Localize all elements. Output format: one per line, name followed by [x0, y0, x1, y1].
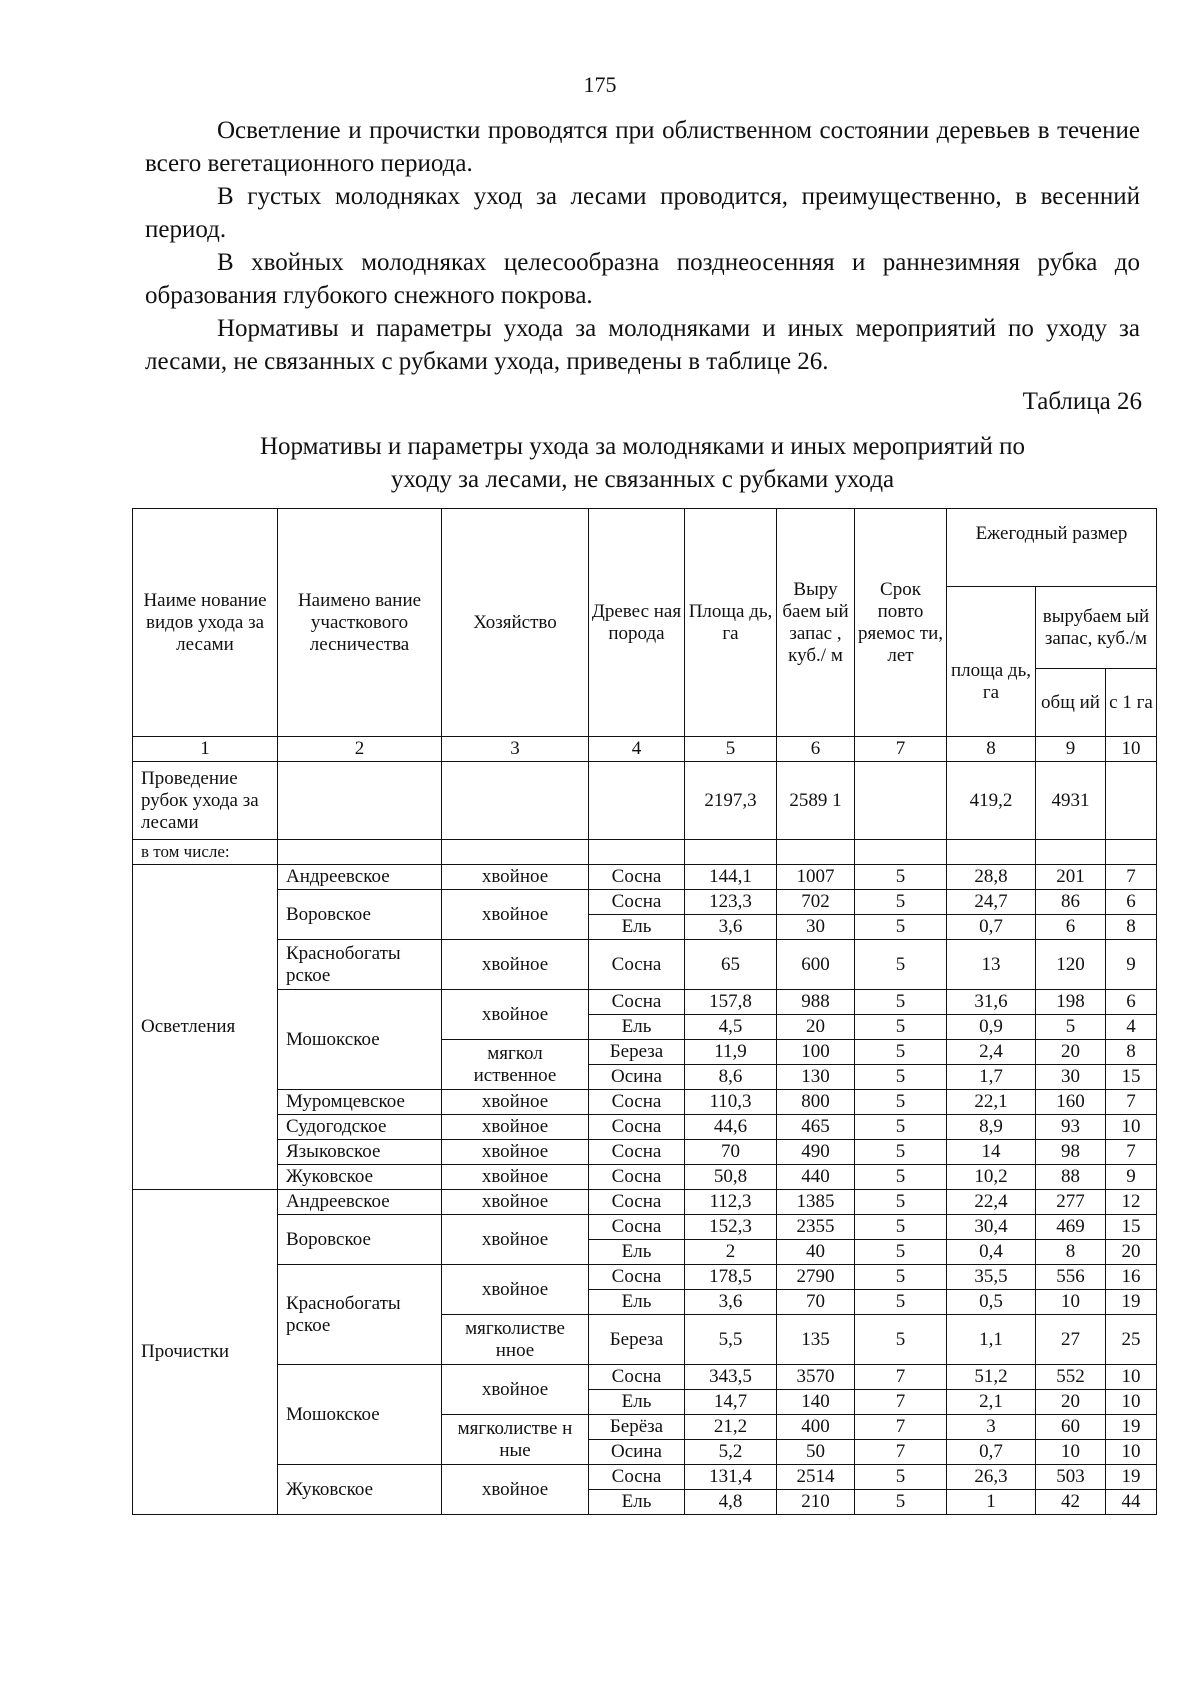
- header-cell: Срок повто ряемос ти, лет: [855, 509, 947, 737]
- cell: 10: [1106, 1365, 1157, 1390]
- header-cell: Наимено вание участкового лесничества: [278, 509, 442, 737]
- cell: 13: [947, 940, 1036, 990]
- column-number: 8: [947, 737, 1036, 762]
- farm-type: хвойное: [442, 940, 589, 990]
- care-type: Осветления: [133, 865, 278, 1190]
- cell: 0,7: [947, 1440, 1036, 1465]
- cell: 5: [855, 1065, 947, 1090]
- cell: 93: [1036, 1115, 1106, 1140]
- cell: 70: [777, 1290, 855, 1315]
- cell: 552: [1036, 1365, 1106, 1390]
- cell: 152,3: [685, 1215, 777, 1240]
- cell: 400: [777, 1415, 855, 1440]
- species: Сосна: [589, 1140, 685, 1165]
- species: Сосна: [589, 890, 685, 915]
- cell: 16: [1106, 1265, 1157, 1290]
- species: Ель: [589, 1240, 685, 1265]
- cell: 100: [777, 1040, 855, 1065]
- species: Сосна: [589, 1090, 685, 1115]
- cell: 2514: [777, 1465, 855, 1490]
- cell: 160: [1036, 1090, 1106, 1115]
- cell: 22,1: [947, 1090, 1036, 1115]
- farm-type: хвойное: [442, 865, 589, 890]
- cell: 24,7: [947, 890, 1036, 915]
- body-text: [145, 114, 1140, 378]
- header-cell: с 1 га: [1106, 669, 1157, 737]
- forestry-name: Жуковское: [278, 1465, 442, 1515]
- farm-type: мягколистве н ные: [442, 1415, 589, 1465]
- cell: 1007: [777, 865, 855, 890]
- cell: 988: [777, 990, 855, 1015]
- farm-type: хвойное: [442, 1115, 589, 1140]
- cell: 3,6: [685, 1290, 777, 1315]
- cell: 1: [947, 1490, 1036, 1515]
- cell: 27: [1036, 1315, 1106, 1365]
- cell: 7: [1106, 1140, 1157, 1165]
- cell: 8: [1106, 1040, 1157, 1065]
- cell: 98: [1036, 1140, 1106, 1165]
- cell: 110,3: [685, 1090, 777, 1115]
- cell: 5: [855, 1165, 947, 1190]
- species: Сосна: [589, 1265, 685, 1290]
- cell: 20: [777, 1015, 855, 1040]
- page-number: 175: [583, 72, 617, 97]
- cell: 8,9: [947, 1115, 1036, 1140]
- cell: 5: [855, 1265, 947, 1290]
- header-cell: Хозяйство: [442, 509, 589, 737]
- cell: 10: [1036, 1440, 1106, 1465]
- cell: 30: [1036, 1065, 1106, 1090]
- cell: 2355: [777, 1215, 855, 1240]
- paragraph: Осветление и прочистки проводятся при облиственном состоянии деревьев в течение всего вегетационного периода.: [145, 117, 1140, 177]
- cell: [278, 840, 442, 865]
- cell: 0,9: [947, 1015, 1036, 1040]
- header-cell: Ежегодный размер: [947, 509, 1157, 587]
- farm-type: мягкол иственное: [442, 1040, 589, 1090]
- cell: 6: [1036, 915, 1106, 940]
- cell: 5: [855, 1040, 947, 1065]
- species: Осина: [589, 1065, 685, 1090]
- cell: 28,8: [947, 865, 1036, 890]
- cell: 5: [855, 1090, 947, 1115]
- cell: [855, 840, 947, 865]
- cell: 20: [1036, 1040, 1106, 1065]
- table-title-line: Нормативы и параметры ухода за молодняками и иных мероприятий по: [259, 433, 1025, 460]
- cell: 40: [777, 1240, 855, 1265]
- cell: 5: [855, 865, 947, 890]
- cell: 15: [1106, 1215, 1157, 1240]
- table-title-line: уходу за лесами, не связанных с рубками ухода: [390, 466, 895, 493]
- cell: 7: [1106, 865, 1157, 890]
- cell: 469: [1036, 1215, 1106, 1240]
- cell: 6: [1106, 890, 1157, 915]
- species: Сосна: [589, 1165, 685, 1190]
- cell: 0,5: [947, 1290, 1036, 1315]
- column-number: 5: [685, 737, 777, 762]
- cell: 2,1: [947, 1390, 1036, 1415]
- cell: 10: [1106, 1440, 1157, 1465]
- cell: 131,4: [685, 1465, 777, 1490]
- total-label: Проведение рубок ухода за лесами: [133, 762, 278, 840]
- column-number: 2: [278, 737, 442, 762]
- including-label: в том числе:: [133, 840, 278, 865]
- farm-type: хвойное: [442, 1215, 589, 1265]
- cell: 20: [1036, 1390, 1106, 1415]
- cell: 5,2: [685, 1440, 777, 1465]
- cell: 7: [855, 1390, 947, 1415]
- header-cell: площа дь, га: [947, 587, 1036, 737]
- cell: 10: [1106, 1390, 1157, 1415]
- forestry-name: Воровское: [278, 890, 442, 940]
- forestry-name: Андреевское: [278, 865, 442, 890]
- species: Сосна: [589, 1115, 685, 1140]
- forestry-name: Андреевское: [278, 1190, 442, 1215]
- species: Ель: [589, 1015, 685, 1040]
- cell: 5: [855, 1140, 947, 1165]
- farm-type: хвойное: [442, 1140, 589, 1165]
- cell: 19: [1106, 1415, 1157, 1440]
- species: Ель: [589, 1490, 685, 1515]
- species: Сосна: [589, 1190, 685, 1215]
- cell: [1106, 762, 1157, 840]
- forestry-name: Судогодское: [278, 1115, 442, 1140]
- cell: 5: [855, 1190, 947, 1215]
- cell: 2790: [777, 1265, 855, 1290]
- cell: 31,6: [947, 990, 1036, 1015]
- forestry-name: Муромцевское: [278, 1090, 442, 1115]
- farm-type: хвойное: [442, 1165, 589, 1190]
- species: Ель: [589, 1390, 685, 1415]
- cell: 19: [1106, 1465, 1157, 1490]
- forestry-name: Воровское: [278, 1215, 442, 1265]
- cell: 4931: [1036, 762, 1106, 840]
- species: Береза: [589, 1040, 685, 1065]
- cell: 1385: [777, 1190, 855, 1215]
- cell: 1,7: [947, 1065, 1036, 1090]
- cell: 2: [685, 1240, 777, 1265]
- cell: 30,4: [947, 1215, 1036, 1240]
- cell: 5: [855, 990, 947, 1015]
- farm-type: хвойное: [442, 1090, 589, 1115]
- cell: 201: [1036, 865, 1106, 890]
- cell: 50: [777, 1440, 855, 1465]
- cell: 8: [1106, 915, 1157, 940]
- header-cell: Древес ная порода: [589, 509, 685, 737]
- norms-table: [132, 508, 1157, 1515]
- care-type: Прочистки: [133, 1190, 278, 1515]
- cell: 2589 1: [777, 762, 855, 840]
- column-number: 1: [133, 737, 278, 762]
- cell: 10: [1106, 1115, 1157, 1140]
- cell: 12: [1106, 1190, 1157, 1215]
- header-cell: общ ий: [1036, 669, 1106, 737]
- cell: 26,3: [947, 1465, 1036, 1490]
- cell: 440: [777, 1165, 855, 1190]
- cell: 0,7: [947, 915, 1036, 940]
- cell: 465: [777, 1115, 855, 1140]
- cell: 5: [855, 1240, 947, 1265]
- header-cell: Площа дь, га: [685, 509, 777, 737]
- species: Сосна: [589, 1365, 685, 1390]
- cell: 7: [855, 1440, 947, 1465]
- cell: 800: [777, 1090, 855, 1115]
- cell: [855, 762, 947, 840]
- cell: 44: [1106, 1490, 1157, 1515]
- cell: 5,5: [685, 1315, 777, 1365]
- species: Берёза: [589, 1415, 685, 1440]
- cell: 5: [855, 1290, 947, 1315]
- forestry-name: Жуковское: [278, 1165, 442, 1190]
- cell: 5: [855, 940, 947, 990]
- cell: 65: [685, 940, 777, 990]
- cell: 86: [1036, 890, 1106, 915]
- cell: 20: [1106, 1240, 1157, 1265]
- cell: 2197,3: [685, 762, 777, 840]
- paragraph: В густых молодняках уход за лесами проводится, преимущественно, в весенний период.: [145, 183, 1140, 243]
- cell: 140: [777, 1390, 855, 1415]
- cell: [1106, 840, 1157, 865]
- forestry-name: Краснобогаты рское: [278, 1265, 442, 1365]
- cell: [1036, 840, 1106, 865]
- cell: 21,2: [685, 1415, 777, 1440]
- cell: 3570: [777, 1365, 855, 1390]
- cell: 123,3: [685, 890, 777, 915]
- species: Ель: [589, 1290, 685, 1315]
- header-cell: Наиме нование видов ухода за лесами: [133, 509, 278, 737]
- farm-type: хвойное: [442, 890, 589, 940]
- forestry-name: Краснобогаты рское: [278, 940, 442, 990]
- cell: 11,9: [685, 1040, 777, 1065]
- cell: 5: [855, 1315, 947, 1365]
- column-number: 9: [1036, 737, 1106, 762]
- cell: 556: [1036, 1265, 1106, 1290]
- cell: 490: [777, 1140, 855, 1165]
- cell: 9: [1106, 940, 1157, 990]
- header-cell: вырубаем ый запас, куб./м: [1036, 587, 1157, 669]
- column-number: 4: [589, 737, 685, 762]
- cell: 144,1: [685, 865, 777, 890]
- header-cell: Выру баем ый запас , куб./ м: [777, 509, 855, 737]
- cell: 3,6: [685, 915, 777, 940]
- forestry-name: Языковское: [278, 1140, 442, 1165]
- cell: 5: [855, 1015, 947, 1040]
- cell: [947, 840, 1036, 865]
- cell: 2,4: [947, 1040, 1036, 1065]
- cell: [442, 840, 589, 865]
- cell: 503: [1036, 1465, 1106, 1490]
- cell: 10,2: [947, 1165, 1036, 1190]
- cell: 343,5: [685, 1365, 777, 1390]
- cell: 25: [1106, 1315, 1157, 1365]
- cell: [589, 762, 685, 840]
- cell: 702: [777, 890, 855, 915]
- cell: 4: [1106, 1015, 1157, 1040]
- species: Береза: [589, 1315, 685, 1365]
- cell: 15: [1106, 1065, 1157, 1090]
- cell: 0,4: [947, 1240, 1036, 1265]
- species: Сосна: [589, 1215, 685, 1240]
- cell: 10: [1036, 1290, 1106, 1315]
- species: Сосна: [589, 865, 685, 890]
- cell: 112,3: [685, 1190, 777, 1215]
- cell: 5: [1036, 1015, 1106, 1040]
- species: Сосна: [589, 990, 685, 1015]
- cell: 7: [1106, 1090, 1157, 1115]
- cell: 19: [1106, 1290, 1157, 1315]
- cell: 419,2: [947, 762, 1036, 840]
- cell: 14: [947, 1140, 1036, 1165]
- cell: 130: [777, 1065, 855, 1090]
- species: Ель: [589, 915, 685, 940]
- cell: 277: [1036, 1190, 1106, 1215]
- cell: 135: [777, 1315, 855, 1365]
- cell: 44,6: [685, 1115, 777, 1140]
- cell: 5: [855, 1465, 947, 1490]
- cell: 35,5: [947, 1265, 1036, 1290]
- farm-type: хвойное: [442, 1190, 589, 1215]
- cell: 8: [1036, 1240, 1106, 1265]
- species: Осина: [589, 1440, 685, 1465]
- cell: [442, 762, 589, 840]
- cell: 178,5: [685, 1265, 777, 1290]
- cell: 14,7: [685, 1390, 777, 1415]
- cell: 4,8: [685, 1490, 777, 1515]
- farm-type: хвойное: [442, 990, 589, 1040]
- cell: 5: [855, 890, 947, 915]
- column-number: 6: [777, 737, 855, 762]
- column-number: 3: [442, 737, 589, 762]
- cell: 22,4: [947, 1190, 1036, 1215]
- cell: 42: [1036, 1490, 1106, 1515]
- farm-type: хвойное: [442, 1465, 589, 1515]
- cell: 4,5: [685, 1015, 777, 1040]
- cell: 50,8: [685, 1165, 777, 1190]
- cell: 5: [855, 1215, 947, 1240]
- species: Сосна: [589, 1465, 685, 1490]
- farm-type: хвойное: [442, 1365, 589, 1415]
- cell: [777, 840, 855, 865]
- paragraph: Нормативы и параметры ухода за молодняками и иных мероприятий по уходу за лесами, не связанных с рубками ухода, приведены в таблице 26.: [145, 315, 1140, 375]
- cell: 70: [685, 1140, 777, 1165]
- farm-type: хвойное: [442, 1265, 589, 1315]
- cell: 7: [855, 1365, 947, 1390]
- cell: 157,8: [685, 990, 777, 1015]
- column-number: 7: [855, 737, 947, 762]
- cell: 7: [855, 1415, 947, 1440]
- cell: 9: [1106, 1165, 1157, 1190]
- cell: 120: [1036, 940, 1106, 990]
- cell: 60: [1036, 1415, 1106, 1440]
- paragraph: В хвойных молодняках целесообразна позднеосенняя и раннезимняя рубка до образования глубокого снежного покрова.: [145, 249, 1140, 309]
- species: Сосна: [589, 940, 685, 990]
- cell: 5: [855, 1490, 947, 1515]
- cell: 198: [1036, 990, 1106, 1015]
- table-label: Таблица 26: [1022, 388, 1142, 415]
- column-number: 10: [1106, 737, 1157, 762]
- cell: 30: [777, 915, 855, 940]
- table-title: [145, 430, 1140, 496]
- cell: 600: [777, 940, 855, 990]
- farm-type: мягколистве нное: [442, 1315, 589, 1365]
- cell: [589, 840, 685, 865]
- cell: 88: [1036, 1165, 1106, 1190]
- cell: 51,2: [947, 1365, 1036, 1390]
- cell: 8,6: [685, 1065, 777, 1090]
- cell: 6: [1106, 990, 1157, 1015]
- cell: 5: [855, 915, 947, 940]
- cell: [278, 762, 442, 840]
- cell: 1,1: [947, 1315, 1036, 1365]
- cell: 210: [777, 1490, 855, 1515]
- cell: 5: [855, 1115, 947, 1140]
- forestry-name: Мошокское: [278, 990, 442, 1090]
- forestry-name: Мошокское: [278, 1365, 442, 1465]
- cell: [685, 840, 777, 865]
- cell: 3: [947, 1415, 1036, 1440]
